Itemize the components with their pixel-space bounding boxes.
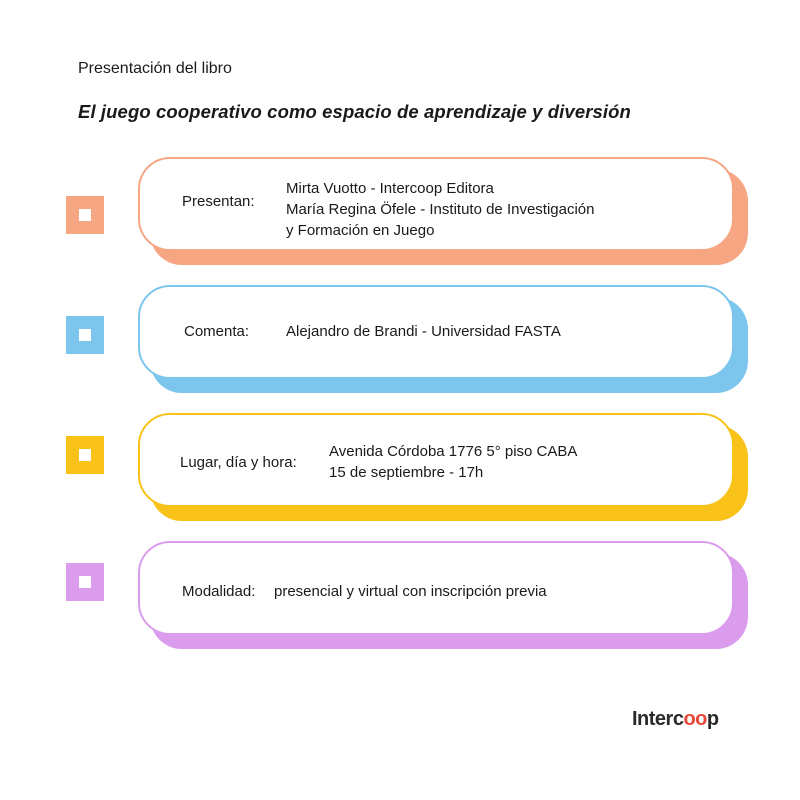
row-label: Modalidad: xyxy=(182,583,256,600)
square-bullet-icon xyxy=(66,436,104,474)
row-value-line: Mirta Vuotto - Intercoop Editora xyxy=(286,180,494,197)
info-card xyxy=(138,541,734,635)
square-bullet-icon xyxy=(66,316,104,354)
row-value-line: y Formación en Juego xyxy=(286,222,435,239)
row-value-line: Alejandro de Brandi - Universidad FASTA xyxy=(286,323,561,340)
row-value-line: Avenida Córdoba 1776 5° piso CABA xyxy=(329,443,578,460)
row-label: Comenta: xyxy=(184,323,250,340)
book-presentation-label: Presentación del libro xyxy=(78,60,232,77)
intercoop-logo: Intercoop xyxy=(632,708,719,730)
info-card xyxy=(138,285,734,379)
row-value-line: 15 de septiembre - 17h xyxy=(329,464,484,481)
info-card xyxy=(138,157,734,251)
square-bullet-icon xyxy=(66,563,104,601)
row-value-line: María Regina Öfele - Instituto de Investigación xyxy=(286,201,595,218)
square-bullet-icon xyxy=(66,196,104,234)
row-value-line: presencial y virtual con inscripción previa xyxy=(274,583,547,600)
row-label: Presentan: xyxy=(182,193,255,210)
info-card xyxy=(138,413,734,507)
book-title: El juego cooperativo como espacio de aprendizaje y diversión xyxy=(78,101,631,122)
row-label: Lugar, día y hora: xyxy=(180,454,297,471)
